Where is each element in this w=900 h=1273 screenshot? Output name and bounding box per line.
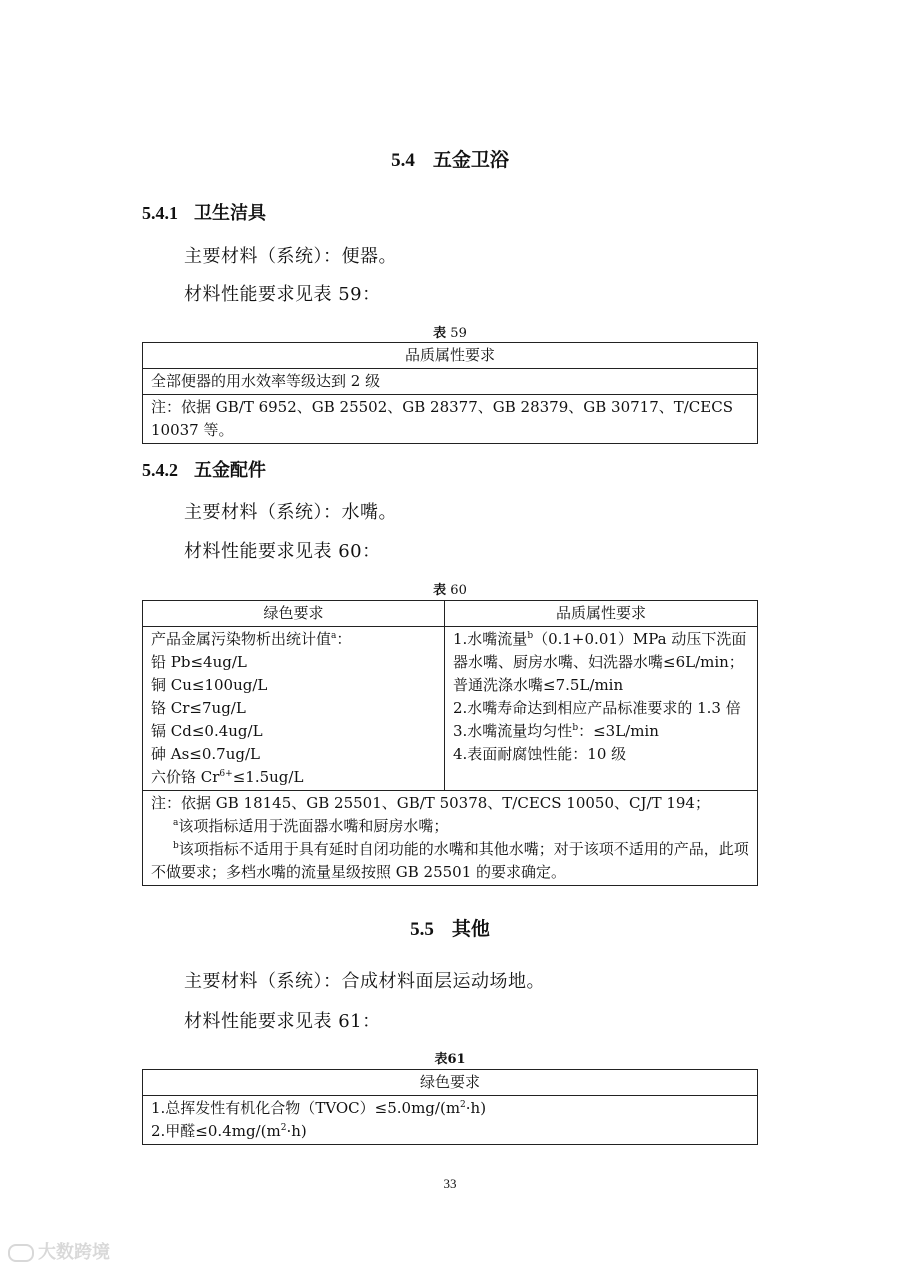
table-header-green: 绿色要求 — [143, 601, 445, 627]
table-61 — [142, 1069, 758, 1145]
section-title: 五金卫浴 — [432, 149, 509, 171]
paragraph-main-material: 主要材料（系统）：水嘴。 — [184, 502, 397, 523]
hexavalent-chromium-limit: 六价铬 $Cr^{6+}\le 1.5ug/L$ — [151, 768, 304, 786]
table-header-quality: 品质属性要求 — [445, 601, 758, 627]
watermark-text: 大数跨境 — [38, 1242, 110, 1263]
paragraph-main-material: 主要材料（系统）：合成材料面层运动场地。 — [184, 971, 545, 992]
note-line: $^a$该项指标适用于洗面器水嘴和厨房水嘴； — [173, 817, 449, 835]
watermark — [8, 1238, 110, 1264]
note-line: $^b$该项指标不适用于具有延时自闭功能的水嘴和其他水嘴；对于该项不适用的产品，此项不做要求；多档水嘴的流量星级按照 GB 25501 的要求确定。 — [151, 840, 749, 881]
section-title: 卫生洁具 — [194, 203, 266, 224]
table-caption-60 — [0, 579, 900, 598]
page-number: 33 — [443, 1176, 457, 1191]
section-heading-5-4-1 — [142, 199, 266, 225]
caption-text: 表61 — [434, 1052, 466, 1067]
table-cell: 全部便器的用水效率等级达到 2 级 — [143, 369, 758, 395]
caption-label: 表 — [433, 583, 447, 598]
caption-label: 表 — [433, 326, 447, 341]
arsenic-limit: 砷 As≤0.7ug/L — [151, 745, 260, 763]
caption-number: 59 — [450, 326, 467, 341]
caption-number: 60 — [450, 583, 467, 598]
copper-limit: 铜 Cu≤100ug/L — [151, 676, 268, 694]
table-caption-61 — [0, 1048, 900, 1067]
green-requirements-cell — [143, 627, 445, 791]
lifespan-requirement: 2.水嘴寿命达到相应产品标准要求的 1.3 倍 — [453, 699, 741, 717]
table-note: 注：依据 GB/T 6952、GB 25502、GB 28377、GB 28379、GB 30717、T/CECS 10037 等。 — [143, 395, 758, 444]
table-cell — [143, 1096, 758, 1145]
paragraph-table-reference: 材料性能要求见表 61： — [184, 1011, 381, 1032]
table-59 — [142, 342, 758, 444]
formaldehyde-requirement: 2.甲醛$\le 0.4mg/(m^2\cdot h)$ — [151, 1122, 307, 1140]
table-caption-59 — [0, 322, 900, 341]
note-line: 注：依据 GB 18145、GB 25501、GB/T 50378、T/CECS 10050、CJ/T 194； — [151, 794, 710, 812]
table-header: 品质属性要求 — [143, 343, 758, 369]
section-number: 5.4.1 — [142, 203, 178, 223]
section-title: 其他 — [451, 918, 490, 940]
table-note — [143, 791, 758, 886]
paragraph-table-reference: 材料性能要求见表 59： — [184, 284, 381, 305]
paragraph-table-reference: 材料性能要求见表 60： — [184, 541, 381, 562]
quality-requirements-cell — [445, 627, 758, 791]
section-title: 五金配件 — [194, 460, 266, 481]
metal-contaminant-line: 产品金属污染物析出统计值$^a$： — [151, 630, 352, 648]
section-number: 5.5 — [410, 919, 434, 940]
flow-rate-requirement: 1.水嘴流量$^b$（0.1+0.01）MPa 动压下洗面器水嘴、厨房水嘴、妇洗器水嘴≤6L/min；普通洗涤水嘴≤7.5L/min — [453, 630, 747, 694]
watermark-logo-icon — [8, 1244, 34, 1262]
section-number: 5.4 — [391, 150, 415, 171]
table-header: 绿色要求 — [143, 1070, 758, 1096]
flow-uniformity-requirement: 3.水嘴流量均匀性$^b$：≤3L/min — [453, 722, 659, 740]
paragraph-main-material: 主要材料（系统）：便器。 — [184, 246, 397, 267]
section-heading-5-5 — [0, 914, 900, 941]
chromium-limit: 铬 Cr≤7ug/L — [151, 699, 246, 717]
lead-limit: 铅 Pb≤4ug/L — [151, 653, 247, 671]
section-heading-5-4 — [0, 145, 900, 172]
section-number: 5.4.2 — [142, 460, 178, 480]
corrosion-resistance-requirement: 4.表面耐腐蚀性能：10 级 — [453, 745, 627, 763]
table-60 — [142, 600, 758, 886]
tvoc-requirement: 1.总挥发性有机化合物$(TVOC)\le 5.0mg/(m^2\cdot h)$ — [151, 1099, 487, 1117]
section-heading-5-4-2 — [142, 456, 266, 482]
cadmium-limit: 镉 Cd≤0.4ug/L — [151, 722, 263, 740]
